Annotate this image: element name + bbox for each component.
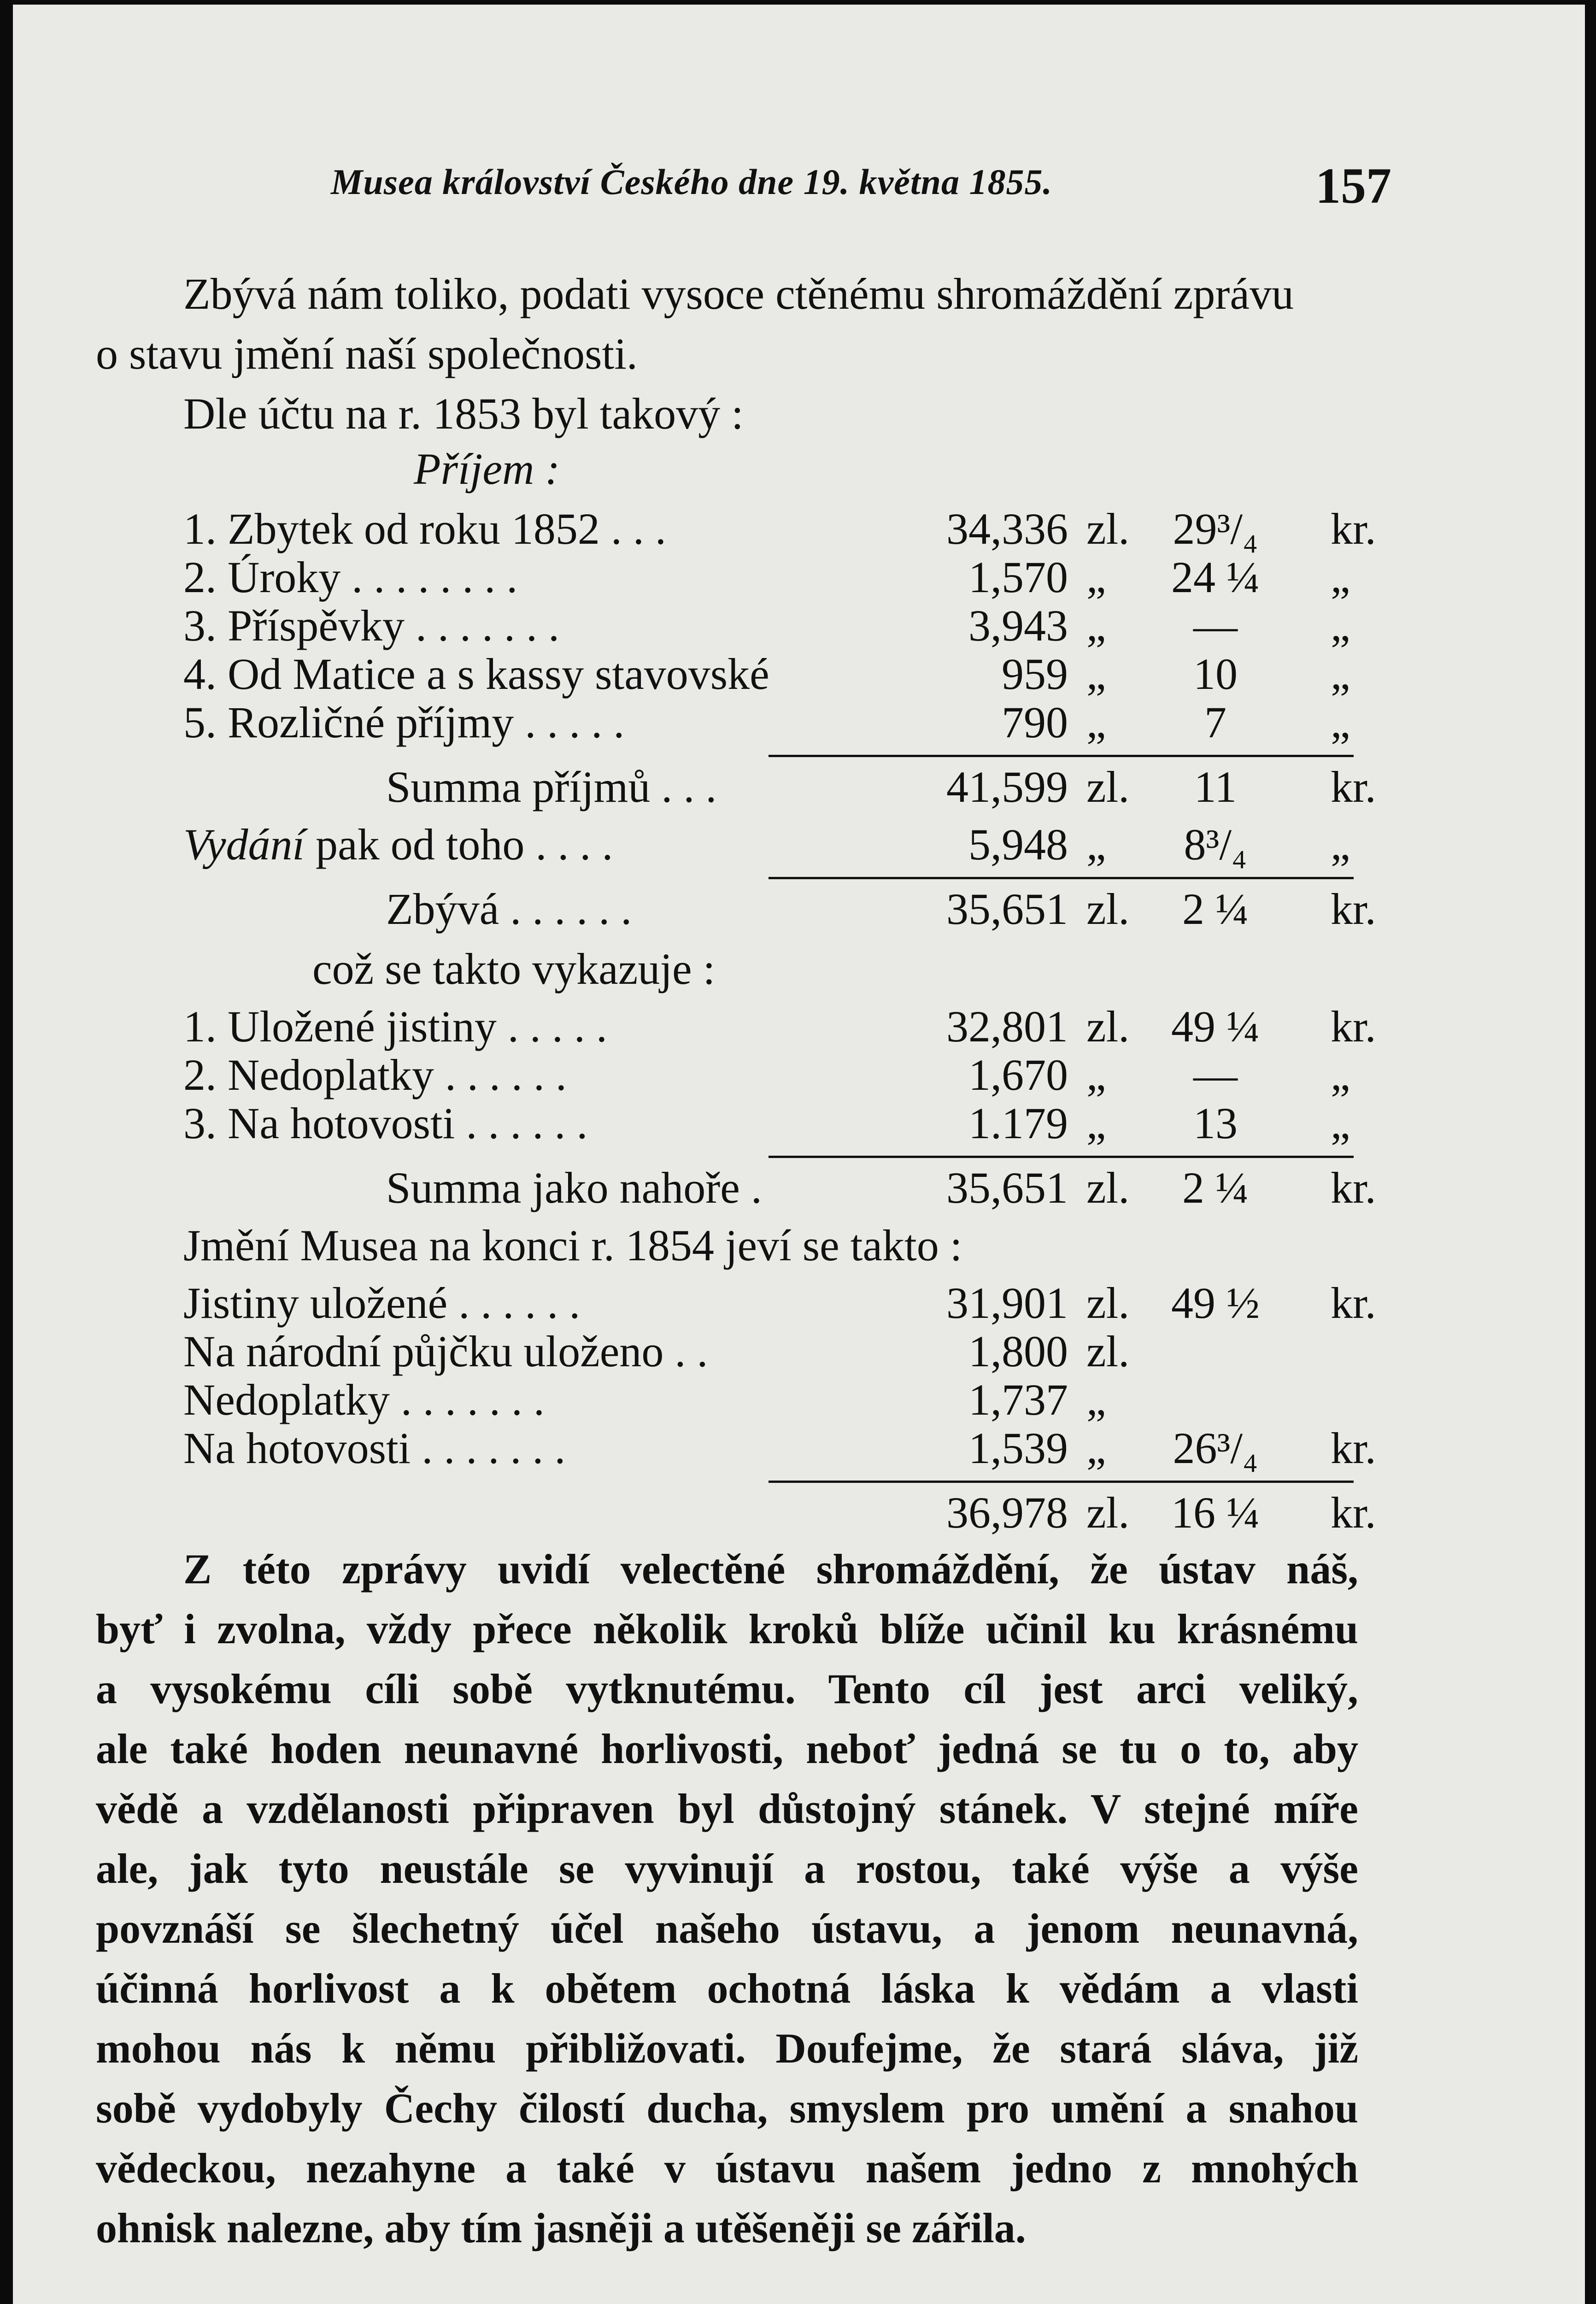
- row-label: Summa jako nahoře .: [386, 1163, 762, 1212]
- row-amount: 1,670: [968, 1050, 1068, 1099]
- page-number: 157: [1315, 158, 1391, 214]
- paragraph-line: účinná horlivost a k obětem ochotná láska k vědám a vlasti: [96, 1965, 1358, 2012]
- row-amount: 35,651: [946, 884, 1068, 934]
- row-amount: 3,943: [968, 601, 1068, 650]
- intro-line-3: Dle účtu na r. 1853 byl takový :: [183, 389, 744, 438]
- paragraph-line: a vysokému cíli sobě vytknutému. Tento cíl jest arci veliký,: [96, 1665, 1358, 1712]
- row-kr: „: [1331, 601, 1350, 650]
- running-header: Musea království Českého dne 19. května 1855.: [331, 162, 1052, 202]
- row-kr: kr.: [1331, 1163, 1376, 1212]
- row-amount: 35,651: [946, 1163, 1068, 1212]
- row-kr: kr.: [1331, 504, 1376, 553]
- row-kr: kr.: [1331, 1423, 1376, 1473]
- row-kr: kr.: [1331, 1488, 1376, 1537]
- row-amount: 36,978: [946, 1488, 1068, 1537]
- row-unit: zl.: [1086, 1327, 1130, 1376]
- row-label: Jistiny uložené . . . . . .: [183, 1278, 581, 1328]
- row-unit: zl.: [1086, 1163, 1130, 1212]
- row-amount: 5,948: [968, 820, 1068, 869]
- row-fraction: 8³/₄: [1184, 820, 1247, 869]
- expense-label-rest: pak od toho . . . .: [316, 820, 613, 869]
- row-label: 1. Uložené jistiny . . . . .: [183, 1002, 607, 1051]
- row-unit: zl.: [1086, 1002, 1130, 1051]
- row-unit: „: [1086, 698, 1106, 747]
- row-fraction: —: [1193, 601, 1238, 650]
- row-kr: „: [1331, 1099, 1350, 1148]
- row-unit: „: [1086, 552, 1106, 602]
- row-unit: „: [1086, 601, 1106, 650]
- row-amount: 31,901: [946, 1278, 1068, 1328]
- row-kr: kr.: [1331, 762, 1376, 811]
- paragraph-line: povznáší se šlechetný účel našeho ústavu, a jenom neunavná,: [96, 1905, 1358, 1952]
- intro-line-2: o stavu jmění naší společnosti.: [96, 329, 638, 378]
- row-kr: kr.: [1331, 1002, 1376, 1051]
- row-amount: 959: [1002, 649, 1068, 699]
- row-amount: 1,570: [968, 552, 1068, 602]
- row-unit: zl.: [1086, 884, 1130, 934]
- paragraph-line: ale také hoden neunavné horlivosti, neboť jedná se tu o to, aby: [96, 1725, 1358, 1772]
- closing-paragraph: [96, 1539, 1358, 2258]
- row-label: 2. Nedoplatky . . . . . .: [183, 1050, 567, 1099]
- row-label: 3. Na hotovosti . . . . . .: [183, 1099, 588, 1148]
- sum-rule: [769, 1156, 1354, 1158]
- sum-rule: [769, 755, 1354, 757]
- row-unit: „: [1086, 1050, 1106, 1099]
- row-unit: „: [1086, 1423, 1106, 1473]
- paragraph-line: vědě a vzdělanosti připraven byl důstojný stánek. V stejné míře: [96, 1785, 1358, 1832]
- row-label: Zbývá . . . . . .: [386, 884, 632, 934]
- paragraph-line: mohou nás k němu přibližovati. Doufejme, že stará sláva, již: [96, 2025, 1358, 2072]
- row-unit: zl.: [1086, 504, 1130, 553]
- paragraph-line: vědeckou, nezahyne a také v ústavu našem jedno z mnohých: [96, 2145, 1358, 2192]
- row-fraction: 16 ¼: [1171, 1488, 1260, 1537]
- row-label: 2. Úroky . . . . . . . .: [183, 552, 518, 602]
- row-label: Na národní půjčku uloženo . .: [183, 1327, 708, 1376]
- paragraph-line: sobě vydobyly Čechy čilostí ducha, smyslem pro umění a snahou: [96, 2085, 1358, 2132]
- row-fraction: 13: [1193, 1099, 1238, 1148]
- paragraph-line: byť i zvolna, vždy přece několik kroků blíže učinil ku krásnému: [96, 1605, 1358, 1652]
- paragraph-line: ale, jak tyto neustále se vyvinují a rostou, také výše a výše: [96, 1845, 1358, 1892]
- row-fraction: 2 ¼: [1182, 1163, 1249, 1212]
- row-fraction: 24 ¼: [1171, 552, 1260, 602]
- row-label: 3. Příspěvky . . . . . . .: [183, 601, 559, 650]
- breakdown-heading: což se takto vykazuje :: [312, 944, 716, 993]
- row-kr: „: [1331, 698, 1350, 747]
- row-kr: „: [1331, 1050, 1350, 1099]
- row-fraction: 7: [1204, 698, 1226, 747]
- row-fraction: 49 ¼: [1171, 1002, 1260, 1051]
- income-heading: Příjem :: [414, 444, 560, 494]
- sum-rule: [769, 877, 1354, 879]
- row-kr: „: [1331, 552, 1350, 602]
- row-amount: 32,801: [946, 1002, 1068, 1051]
- assets-heading: Jmění Musea na konci r. 1854 jeví se takto :: [183, 1221, 962, 1270]
- row-unit: „: [1086, 1375, 1106, 1424]
- row-kr: „: [1331, 820, 1350, 869]
- row-amount: 41,599: [946, 762, 1068, 811]
- row-amount: 34,336: [946, 504, 1068, 553]
- book-page: [13, 5, 1585, 2304]
- row-label: Summa příjmů . . .: [386, 762, 717, 811]
- row-amount: 1,800: [968, 1327, 1068, 1376]
- row-fraction: —: [1193, 1050, 1238, 1099]
- row-fraction: 11: [1194, 762, 1237, 811]
- row-unit: „: [1086, 1099, 1106, 1148]
- paragraph-line: Z této zprávy uvidí velectěné shromáždění, že ústav náš,: [183, 1546, 1358, 1593]
- row-kr: kr.: [1331, 884, 1376, 934]
- row-unit: zl.: [1086, 1488, 1130, 1537]
- row-label: Na hotovosti . . . . . . .: [183, 1423, 566, 1473]
- row-unit: zl.: [1086, 762, 1130, 811]
- row-label: 4. Od Matice a s kassy stavovské: [183, 649, 769, 699]
- row-fraction: 49 ½: [1171, 1278, 1260, 1328]
- row-label: 1. Zbytek od roku 1852 . . .: [183, 504, 666, 553]
- row-amount: 790: [1002, 698, 1068, 747]
- row-kr: „: [1331, 649, 1350, 699]
- row-fraction: 10: [1193, 649, 1238, 699]
- paragraph-line: ohnisk nalezne, aby tím jasněji a utěšeněji se zářila.: [96, 2204, 1026, 2251]
- row-unit: „: [1086, 649, 1106, 699]
- row-label: 5. Rozličné příjmy . . . . .: [183, 698, 625, 747]
- row-amount: 1,737: [968, 1375, 1068, 1424]
- row-unit: zl.: [1086, 1278, 1130, 1328]
- row-fraction: 29³/₄: [1173, 504, 1258, 553]
- intro-line-1: Zbývá nám toliko, podati vysoce ctěnému shromáždění zprávu: [183, 269, 1294, 318]
- row-unit: „: [1086, 820, 1106, 869]
- row-fraction: 26³/₄: [1173, 1423, 1258, 1473]
- row-amount: 1,539: [968, 1423, 1068, 1473]
- sum-rule: [769, 1481, 1354, 1483]
- expense-label: [183, 820, 613, 869]
- expense-label-italic: Vydání: [183, 820, 305, 869]
- row-label: Nedoplatky . . . . . . .: [183, 1375, 545, 1424]
- row-kr: kr.: [1331, 1278, 1376, 1328]
- row-amount: 1.179: [968, 1099, 1068, 1148]
- row-fraction: 2 ¼: [1182, 884, 1249, 934]
